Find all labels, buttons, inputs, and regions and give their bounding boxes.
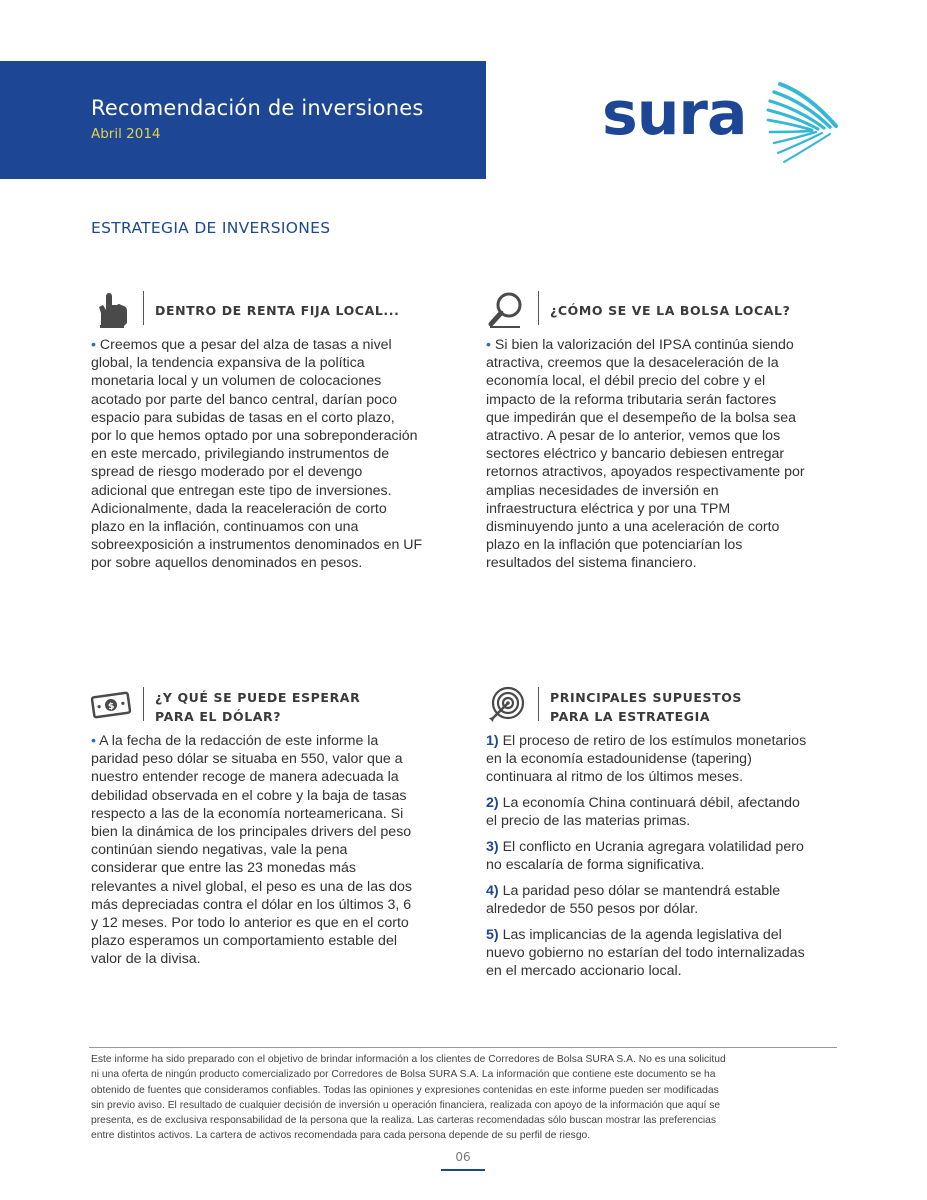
list-item: [486, 794, 838, 830]
text-line: y 12 meses. Por todo lo anterior es que en el corto: [91, 915, 409, 932]
heading-divider: [143, 291, 144, 325]
block-supuestos: [486, 685, 838, 988]
block-heading: [550, 688, 742, 726]
text-line: economía local, el débil precio del cobre y el: [486, 373, 766, 390]
list-item: [486, 926, 838, 981]
text-line: amplias necesidades de inversión en: [486, 482, 719, 499]
text-line: no escalaría de forma significativa.: [486, 857, 705, 874]
text-line: Creemos que a pesar del alza de tasas a nivel: [95, 337, 392, 353]
heading-line: PRINCIPALES SUPUESTOS: [550, 690, 743, 705]
list-item: [486, 732, 838, 787]
text-line: alrededor de 550 pesos por dólar.: [486, 901, 699, 918]
text-line: Adicionalmente, dada la reaceleración de corto: [91, 500, 387, 517]
list-item: [486, 838, 838, 874]
disclaimer-line: obtenido de fuentes que consideramos confiables. Todas las opiniones y expresiones contenidas en este informe pueden ser modificadas: [91, 1084, 719, 1096]
item-number: 4): [486, 882, 499, 899]
text-line: más depreciadas contra el dólar en los últimos 3, 6: [91, 896, 412, 913]
text-line: nuestro entender recoge de manera adecuada la: [91, 769, 399, 786]
section-title: ESTRATEGIA DE INVERSIONES: [91, 219, 331, 237]
block-header: [91, 685, 443, 727]
list-item: [486, 882, 838, 918]
text-line: Si bien la valorización del IPSA continúa siendo: [490, 337, 794, 353]
item-number: 2): [486, 795, 499, 812]
text-line: plazo en la inflación que potenciarían los: [486, 537, 743, 554]
text-line: monetaria local y un volumen de colocaciones: [91, 373, 382, 390]
heading-line: PARA EL DÓLAR?: [155, 709, 282, 724]
text-line: sobreexposición a instrumentos denominados en UF: [91, 537, 423, 554]
text-line: A la fecha de la redacción de este informe la: [95, 733, 379, 749]
text-line: infraestructura eléctrica y por una TPM: [486, 500, 731, 517]
text-line: continúan siendo negativas, vale la pena: [91, 842, 348, 859]
text-line: valor de la divisa.: [91, 951, 201, 968]
report-title: Recomendación de inversiones: [91, 96, 424, 120]
text-line: paridad peso dólar se situaba en 550, valor que a: [91, 751, 403, 768]
text-line: atractiva, creemos que la desaceleración de la: [486, 355, 779, 372]
block-renta-fija: [91, 289, 443, 573]
heading-line: ¿Y QUÉ SE PUEDE ESPERAR: [155, 690, 361, 705]
disclaimer-line: sin previo aviso. El resultado de cualquier decisión de inversión u operación financiera, realizada con apoyo de la información que aquí se: [91, 1099, 721, 1111]
report-date: Abril 2014: [91, 126, 161, 142]
text-line: debilidad observada en el cobre y la baja de tasas: [91, 787, 407, 804]
text-line: sectores eléctrico y bancario debiesen entregar: [486, 446, 785, 463]
logo-wordmark: sura: [602, 79, 747, 149]
text-line: por lo que hemos optado por una sobreponderación: [91, 428, 418, 445]
logo-wing-icon: [750, 80, 842, 166]
svg-text:$: $: [107, 701, 116, 713]
bullet: •: [91, 733, 96, 749]
text-line: espacio para subidas de tasas en el corto plazo,: [91, 409, 395, 426]
text-line: disminuyendo junto a una aceleración de corto: [486, 519, 780, 536]
text-line: atractivo. A pesar de lo anterior, vemos que los: [486, 428, 781, 445]
block-header: [91, 289, 443, 331]
disclaimer-line: Este informe ha sido preparado con el objetivo de brindar información a los clientes de Corredores de Bolsa SURA S.A. No es una solicitud: [91, 1054, 726, 1065]
block-header: [486, 289, 838, 331]
text-line: La paridad peso dólar se mantendrá estable: [498, 882, 781, 899]
disclaimer-line: entre distintos activos. La cartera de activos recomendada para cada persona depende de su perfil de riesgo.: [91, 1130, 591, 1142]
item-number: 5): [486, 926, 499, 943]
text-line: bien la dinámica de los principales drivers del peso: [91, 824, 412, 841]
text-line: plazo esperamos un comportamiento estable del: [91, 933, 397, 950]
block-body: [91, 732, 443, 969]
text-line: spread de riesgo moderado por el devengo: [91, 464, 363, 481]
block-dolar: [91, 685, 443, 969]
text-line: nuevo gobierno no estarían del todo internalizadas: [486, 945, 805, 962]
target-icon: [486, 685, 526, 725]
heading-line: PARA LA ESTRATEGIA: [550, 709, 711, 724]
heading-divider: [143, 687, 144, 721]
block-header: [486, 685, 838, 727]
disclaimer-line: presenta, es de exclusiva responsabilidad de la persona que la realiza. Las carteras recomendadas sólo buscan mostrar las preferencias: [91, 1115, 717, 1127]
page-number: 06: [455, 1150, 471, 1164]
text-line: El proceso de retiro de los estímulos monetarios: [498, 733, 807, 749]
block-body: [486, 336, 838, 573]
block-heading: ¿CÓMO SE VE LA BOLSA LOCAL?: [550, 303, 791, 318]
text-line: considerar que entre las 23 monedas más: [91, 860, 356, 877]
footer-divider: [89, 1047, 837, 1048]
text-line: en este mercado, privilegiando instrumentos de: [91, 446, 390, 463]
assumptions-list: [486, 732, 838, 980]
text-line: adicional que entregan este tipo de inversiones.: [91, 482, 392, 499]
text-line: retornos atractivos, apoyados respectivamente por: [486, 464, 805, 481]
text-line: resultados del sistema financiero.: [486, 555, 697, 572]
text-line: que impedirán que el desempeño de la bolsa sea: [486, 409, 796, 426]
text-line: por sobre aquellos denominados en pesos.: [91, 555, 363, 572]
text-line: continuara al ritmo de los últimos meses.: [486, 769, 744, 786]
text-line: acotado por parte del banco central, darían poco: [91, 391, 398, 408]
heading-divider: [538, 291, 539, 325]
text-line: plazo en la inflación, continuamos con una: [91, 519, 359, 536]
text-line: respecto a las de la economía norteamericana. Si: [91, 805, 404, 822]
text-line: en el mercado accionario local.: [486, 963, 682, 980]
banknote-icon: [91, 685, 131, 725]
header-band: [0, 61, 486, 179]
text-line: impacto de la reforma tributaria serán factores: [486, 391, 777, 408]
text-line: La economía China continuará débil, afectando: [498, 795, 800, 812]
pointing-hand-icon: [91, 289, 131, 329]
text-line: El conflicto en Ucrania agregara volatilidad pero: [498, 839, 804, 856]
text-line: global, la tendencia expansiva de la política: [91, 355, 365, 372]
disclaimer-line: ni una oferta de ningún producto comercializado por Corredores de Bolsa SURA S.A. La información que contiene este documento se ha: [91, 1069, 716, 1081]
block-heading: DENTRO DE RENTA FIJA LOCAL...: [155, 303, 400, 318]
block-body: [91, 336, 443, 573]
heading-divider: [538, 687, 539, 721]
magnifier-icon: [486, 289, 526, 329]
text-line: el precio de las materias primas.: [486, 813, 691, 830]
sura-logo: [602, 80, 842, 166]
bullet: •: [91, 337, 96, 353]
text-line: relevantes a nivel global, el peso es una de las dos: [91, 878, 413, 895]
page-number-underline: [441, 1169, 485, 1171]
block-heading: [155, 688, 360, 726]
item-number: 3): [486, 839, 499, 856]
text-line: en la economía estadounidense (tapering): [486, 751, 752, 768]
disclaimer: [91, 1052, 839, 1144]
text-line: Las implicancias de la agenda legislativa del: [498, 926, 782, 943]
block-bolsa-local: [486, 289, 838, 573]
bullet: •: [486, 337, 491, 353]
item-number: 1): [486, 733, 499, 749]
